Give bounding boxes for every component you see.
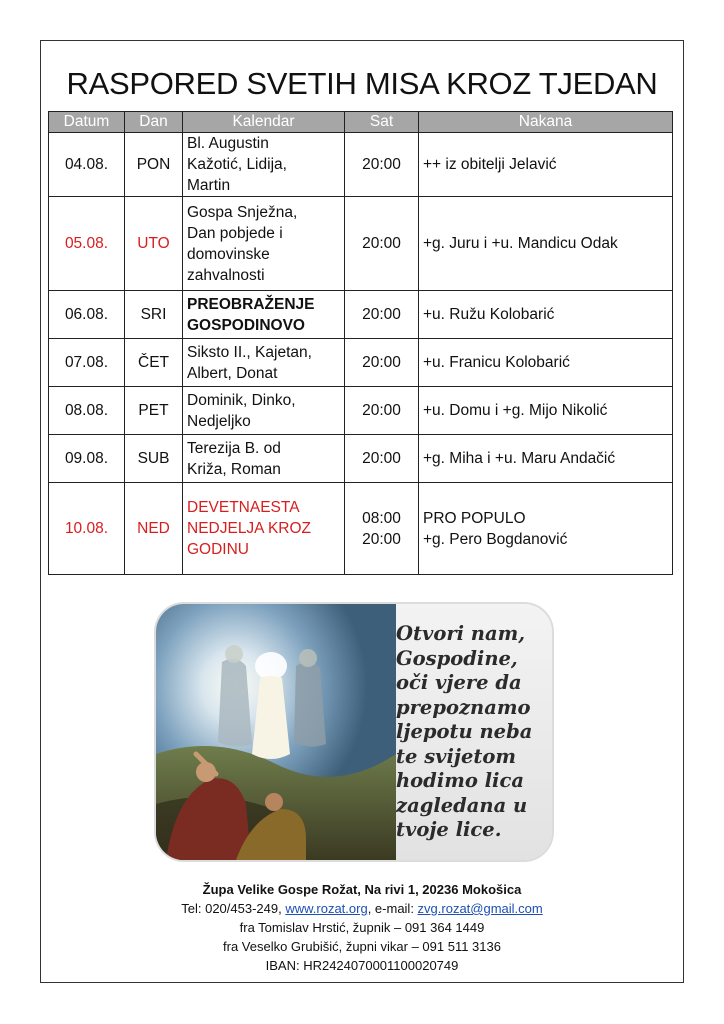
quote-line: Gospodine,: [396, 646, 518, 670]
column-header-sat: Sat: [345, 112, 419, 133]
calendar-line: Križa, Roman: [187, 460, 281, 478]
quote-line: te svijetom: [396, 744, 517, 768]
quote-line: zagledana u: [396, 793, 528, 817]
table-row: [49, 291, 673, 339]
parish-footer: [0, 880, 724, 975]
pastor-contact: fra Tomislav Hrstić, župnik – 091 364 1449: [239, 920, 485, 935]
row-date: 09.08.: [49, 435, 125, 483]
row-calendar: [183, 387, 345, 435]
row-day: ČET: [125, 339, 183, 387]
row-date: 05.08.: [49, 197, 125, 291]
calendar-line: Terezija B. od: [187, 439, 281, 457]
row-intention: +g. Miha i +u. Maru Andačić: [419, 435, 673, 483]
calendar-line: DEVETNAESTA: [187, 499, 300, 516]
row-day: PON: [125, 133, 183, 197]
contact-line: [0, 899, 724, 918]
quote-line: ljepotu neba: [396, 720, 533, 743]
calendar-line: Siksto II., Kajetan,: [187, 343, 312, 361]
row-time: [345, 483, 419, 575]
prayer-quote: [396, 622, 546, 843]
row-time: 20:00: [345, 435, 419, 483]
row-calendar: [183, 197, 345, 291]
row-day: SRI: [125, 291, 183, 339]
table-row: [49, 197, 673, 291]
time-line: 08:00: [362, 509, 401, 527]
column-header-nakana: Nakana: [419, 112, 673, 133]
page-title: RASPORED SVETIH MISA KROZ TJEDAN: [66, 66, 658, 101]
calendar-line: Bl. Augustin: [187, 135, 269, 152]
row-time: 20:00: [345, 387, 419, 435]
calendar-line: PREOBRAŽENJE: [187, 295, 315, 313]
table-row: [49, 133, 673, 197]
row-calendar: [183, 435, 345, 483]
website-link[interactable]: www.rozat.org: [285, 901, 368, 916]
quote-line: oči vjere da: [396, 671, 522, 694]
calendar-line: GODINU: [187, 541, 249, 558]
intention-line: PRO POPULO: [423, 509, 526, 527]
parish-address: Župa Velike Gospe Rožat, Na rivi 1, 20236 Mokošica: [202, 882, 522, 897]
row-day: UTO: [125, 197, 183, 291]
mass-schedule-table: [48, 111, 673, 575]
intention-line: +g. Pero Bogdanović: [423, 530, 568, 548]
row-intention: +u. Ružu Kolobarić: [419, 291, 673, 339]
row-intention: [419, 483, 673, 575]
calendar-line: Dominik, Dinko,: [187, 391, 296, 409]
calendar-line: Albert, Donat: [187, 364, 278, 382]
column-header-kalendar: Kalendar: [183, 112, 345, 133]
quote-line: Otvori nam,: [396, 622, 526, 645]
calendar-line: NEDJELJA KROZ: [187, 520, 312, 537]
column-header-datum: Datum: [49, 112, 125, 133]
calendar-line: zahvalnosti: [187, 266, 265, 284]
row-time: 20:00: [345, 291, 419, 339]
table-row: [49, 339, 673, 387]
row-calendar: [183, 483, 345, 575]
table-row: [49, 435, 673, 483]
calendar-line: Nedjeljko: [187, 412, 251, 430]
row-time: 20:00: [345, 133, 419, 197]
row-day: SUB: [125, 435, 183, 483]
calendar-line: Dan pobjede i: [187, 224, 283, 242]
quote-line: hodimo lica: [396, 769, 524, 792]
iban-text: IBAN: HR2424070001100020749: [265, 958, 459, 973]
quote-line: tvoje lice.: [396, 818, 502, 841]
row-time: 20:00: [345, 197, 419, 291]
calendar-line: domovinske: [187, 245, 270, 263]
row-calendar: [183, 133, 345, 197]
row-intention: +g. Juru i +u. Mandicu Odak: [419, 197, 673, 291]
row-day: NED: [125, 483, 183, 575]
calendar-line: Martin: [187, 177, 231, 194]
row-intention: +u. Domu i +g. Mijo Nikolić: [419, 387, 673, 435]
quote-line: prepoznamo: [396, 695, 531, 719]
row-date: 06.08.: [49, 291, 125, 339]
row-calendar: [183, 291, 345, 339]
row-date: 07.08.: [49, 339, 125, 387]
row-date: 10.08.: [49, 483, 125, 575]
column-header-dan: Dan: [125, 112, 183, 133]
table-row: [49, 483, 673, 575]
phone-text: Tel: 020/453-249,: [181, 901, 286, 916]
email-link[interactable]: zvg.rozat@gmail.com: [417, 901, 543, 916]
row-calendar: [183, 339, 345, 387]
calendar-line: Kažotić, Lidija,: [187, 156, 287, 173]
time-line: 20:00: [362, 530, 401, 548]
table-header-row: [49, 112, 673, 133]
row-date: 08.08.: [49, 387, 125, 435]
row-date: 04.08.: [49, 133, 125, 197]
calendar-line: Gospa Snježna,: [187, 203, 298, 221]
row-time: 20:00: [345, 339, 419, 387]
row-day: PET: [125, 387, 183, 435]
row-intention: ++ iz obitelji Jelavić: [419, 133, 673, 197]
vicar-contact: fra Veselko Grubišić, župni vikar – 091 511 3136: [223, 939, 501, 954]
row-intention: +u. Franicu Kolobarić: [419, 339, 673, 387]
email-label: , e-mail:: [367, 901, 418, 916]
table-row: [49, 387, 673, 435]
calendar-line: GOSPODINOVO: [187, 316, 305, 334]
